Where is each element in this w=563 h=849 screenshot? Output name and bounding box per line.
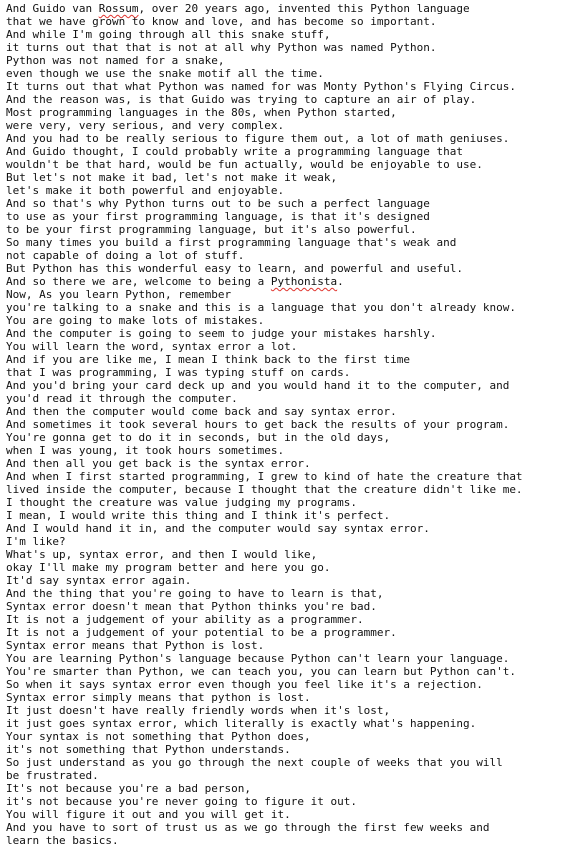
text-line: And you had to be really serious to figure them out, a lot of math geniuses. — [6, 132, 510, 145]
text-line: And so that's why Python turns out to be such a perfect language — [6, 197, 430, 210]
text-line: even though we use the snake motif all the time. — [6, 67, 324, 80]
text-segment: , over 20 years ago, invented this Python language — [138, 2, 470, 15]
text-line: It is not a judgement of your potential to be a programmer. — [6, 626, 397, 639]
text-segment: . — [337, 275, 344, 288]
text-line: And sometimes it took several hours to get back the results of your program. — [6, 418, 510, 431]
text-line: Syntax error doesn't mean that Python thinks you're bad. — [6, 600, 377, 613]
text-line: Now, As you learn Python, remember — [6, 288, 232, 301]
text-line: You're gonna get to do it in seconds, but in the old days, — [6, 431, 391, 444]
text-line: wouldn't be that hard, would be fun actually, would be enjoyable to use. — [6, 158, 483, 171]
misspelled-word[interactable]: Pythonista — [270, 275, 338, 288]
text-line: Syntax error means that Python is lost. — [6, 639, 265, 652]
text-line: Most programming languages in the 80s, when Python started, — [6, 106, 397, 119]
text-line: You are going to make lots of mistakes. — [6, 314, 265, 327]
text-line: lived inside the computer, because I thought that the creature didn't like me. — [6, 483, 523, 496]
text-line: And while I'm going through all this snake stuff, — [6, 28, 331, 41]
text-line: And the thing that you're going to have to learn is that, — [6, 587, 384, 600]
text-line: Python was not named for a snake, — [6, 54, 225, 67]
text-line: It turns out that what Python was named for was Monty Python's Flying Circus. — [6, 80, 516, 93]
text-line: it turns out that that is not at all why Python was named Python. — [6, 41, 437, 54]
text-segment: And Guido van — [6, 2, 99, 15]
text-line: I'm like? — [6, 535, 66, 548]
text-line: So just understand as you go through the next couple of weeks that you will — [6, 756, 503, 769]
text-line: I thought the creature was value judging my programs. — [6, 496, 357, 509]
text-line: But Python has this wonderful easy to learn, and powerful and useful. — [6, 262, 463, 275]
text-line: were very, very serious, and very complex. — [6, 119, 285, 132]
text-line: And you'd bring your card deck up and you would hand it to the computer, and — [6, 379, 510, 392]
text-line: it's not something that Python understands. — [6, 743, 291, 756]
text-line: that I was programming, I was typing stuff on cards. — [6, 366, 351, 379]
text-line: okay I'll make my program better and here you go. — [6, 561, 331, 574]
text-line: I mean, I would write this thing and I think it's perfect. — [6, 509, 391, 522]
text-line: it's not because you're never going to figure it out. — [6, 795, 357, 808]
text-line: It's not because you're a bad person, — [6, 782, 252, 795]
text-line: when I was young, it took hours sometimes. — [6, 444, 285, 457]
misspelled-word[interactable]: Rossum — [98, 2, 139, 15]
text-line: you're talking to a snake and this is a language that you don't already know. — [6, 301, 516, 314]
text-line: be frustrated. — [6, 769, 99, 782]
text-line: What's up, syntax error, and then I would like, — [6, 548, 318, 561]
text-line: not capable of doing a lot of stuff. — [6, 249, 245, 262]
text-line: And the computer is going to seem to judge your mistakes harshly. — [6, 327, 437, 340]
text-line: You will learn the word, syntax error a lot. — [6, 340, 298, 353]
text-line: Syntax error simply means that python is lost. — [6, 691, 311, 704]
text-line: to use as your first programming language, is that it's designed — [6, 210, 430, 223]
text-line: Your syntax is not something that Python does, — [6, 730, 311, 743]
text-line: And if you are like me, I mean I think back to the first time — [6, 353, 410, 366]
text-line: And you have to sort of trust us as we go through the first few weeks and — [6, 821, 490, 834]
text-line: And then all you get back is the syntax error. — [6, 457, 311, 470]
text-line: learn the basics. — [6, 834, 119, 847]
text-line: And when I first started programming, I grew to kind of hate the creature that — [6, 470, 523, 483]
text-line: And the reason was, is that Guido was trying to capture an air of play. — [6, 93, 477, 106]
text-line — [6, 2, 563, 15]
text-line: to be your first programming language, but it's also powerful. — [6, 223, 417, 236]
text-line: you'd read it through the computer. — [6, 392, 238, 405]
text-line: And I would hand it in, and the computer would say syntax error. — [6, 522, 430, 535]
text-line: It'd say syntax error again. — [6, 574, 192, 587]
text-line: So when it says syntax error even though you feel like it's a rejection. — [6, 678, 483, 691]
text-line: that we have grown to know and love, and has become so important. — [6, 15, 437, 28]
text-line: let's make it both powerful and enjoyable. — [6, 184, 285, 197]
text-line: You will figure it out and you will get it. — [6, 808, 291, 821]
text-line: And Guido thought, I could probably write a programming language that — [6, 145, 463, 158]
text-line — [6, 275, 563, 288]
text-line: You are learning Python's language because Python can't learn your language. — [6, 652, 510, 665]
text-line: And then the computer would come back and say syntax error. — [6, 405, 397, 418]
text-line: But let's not make it bad, let's not make it weak, — [6, 171, 338, 184]
text-line: It is not a judgement of your ability as a programmer. — [6, 613, 364, 626]
text-segment: And so there we are, welcome to being a — [6, 275, 271, 288]
text-line: it just goes syntax error, which literally is exactly what's happening. — [6, 717, 477, 730]
text-line: You're smarter than Python, we can teach you, you can learn but Python can't. — [6, 665, 516, 678]
text-line: It just doesn't have really friendly words when it's lost, — [6, 704, 391, 717]
text-line: So many times you build a first programming language that's weak and — [6, 236, 457, 249]
